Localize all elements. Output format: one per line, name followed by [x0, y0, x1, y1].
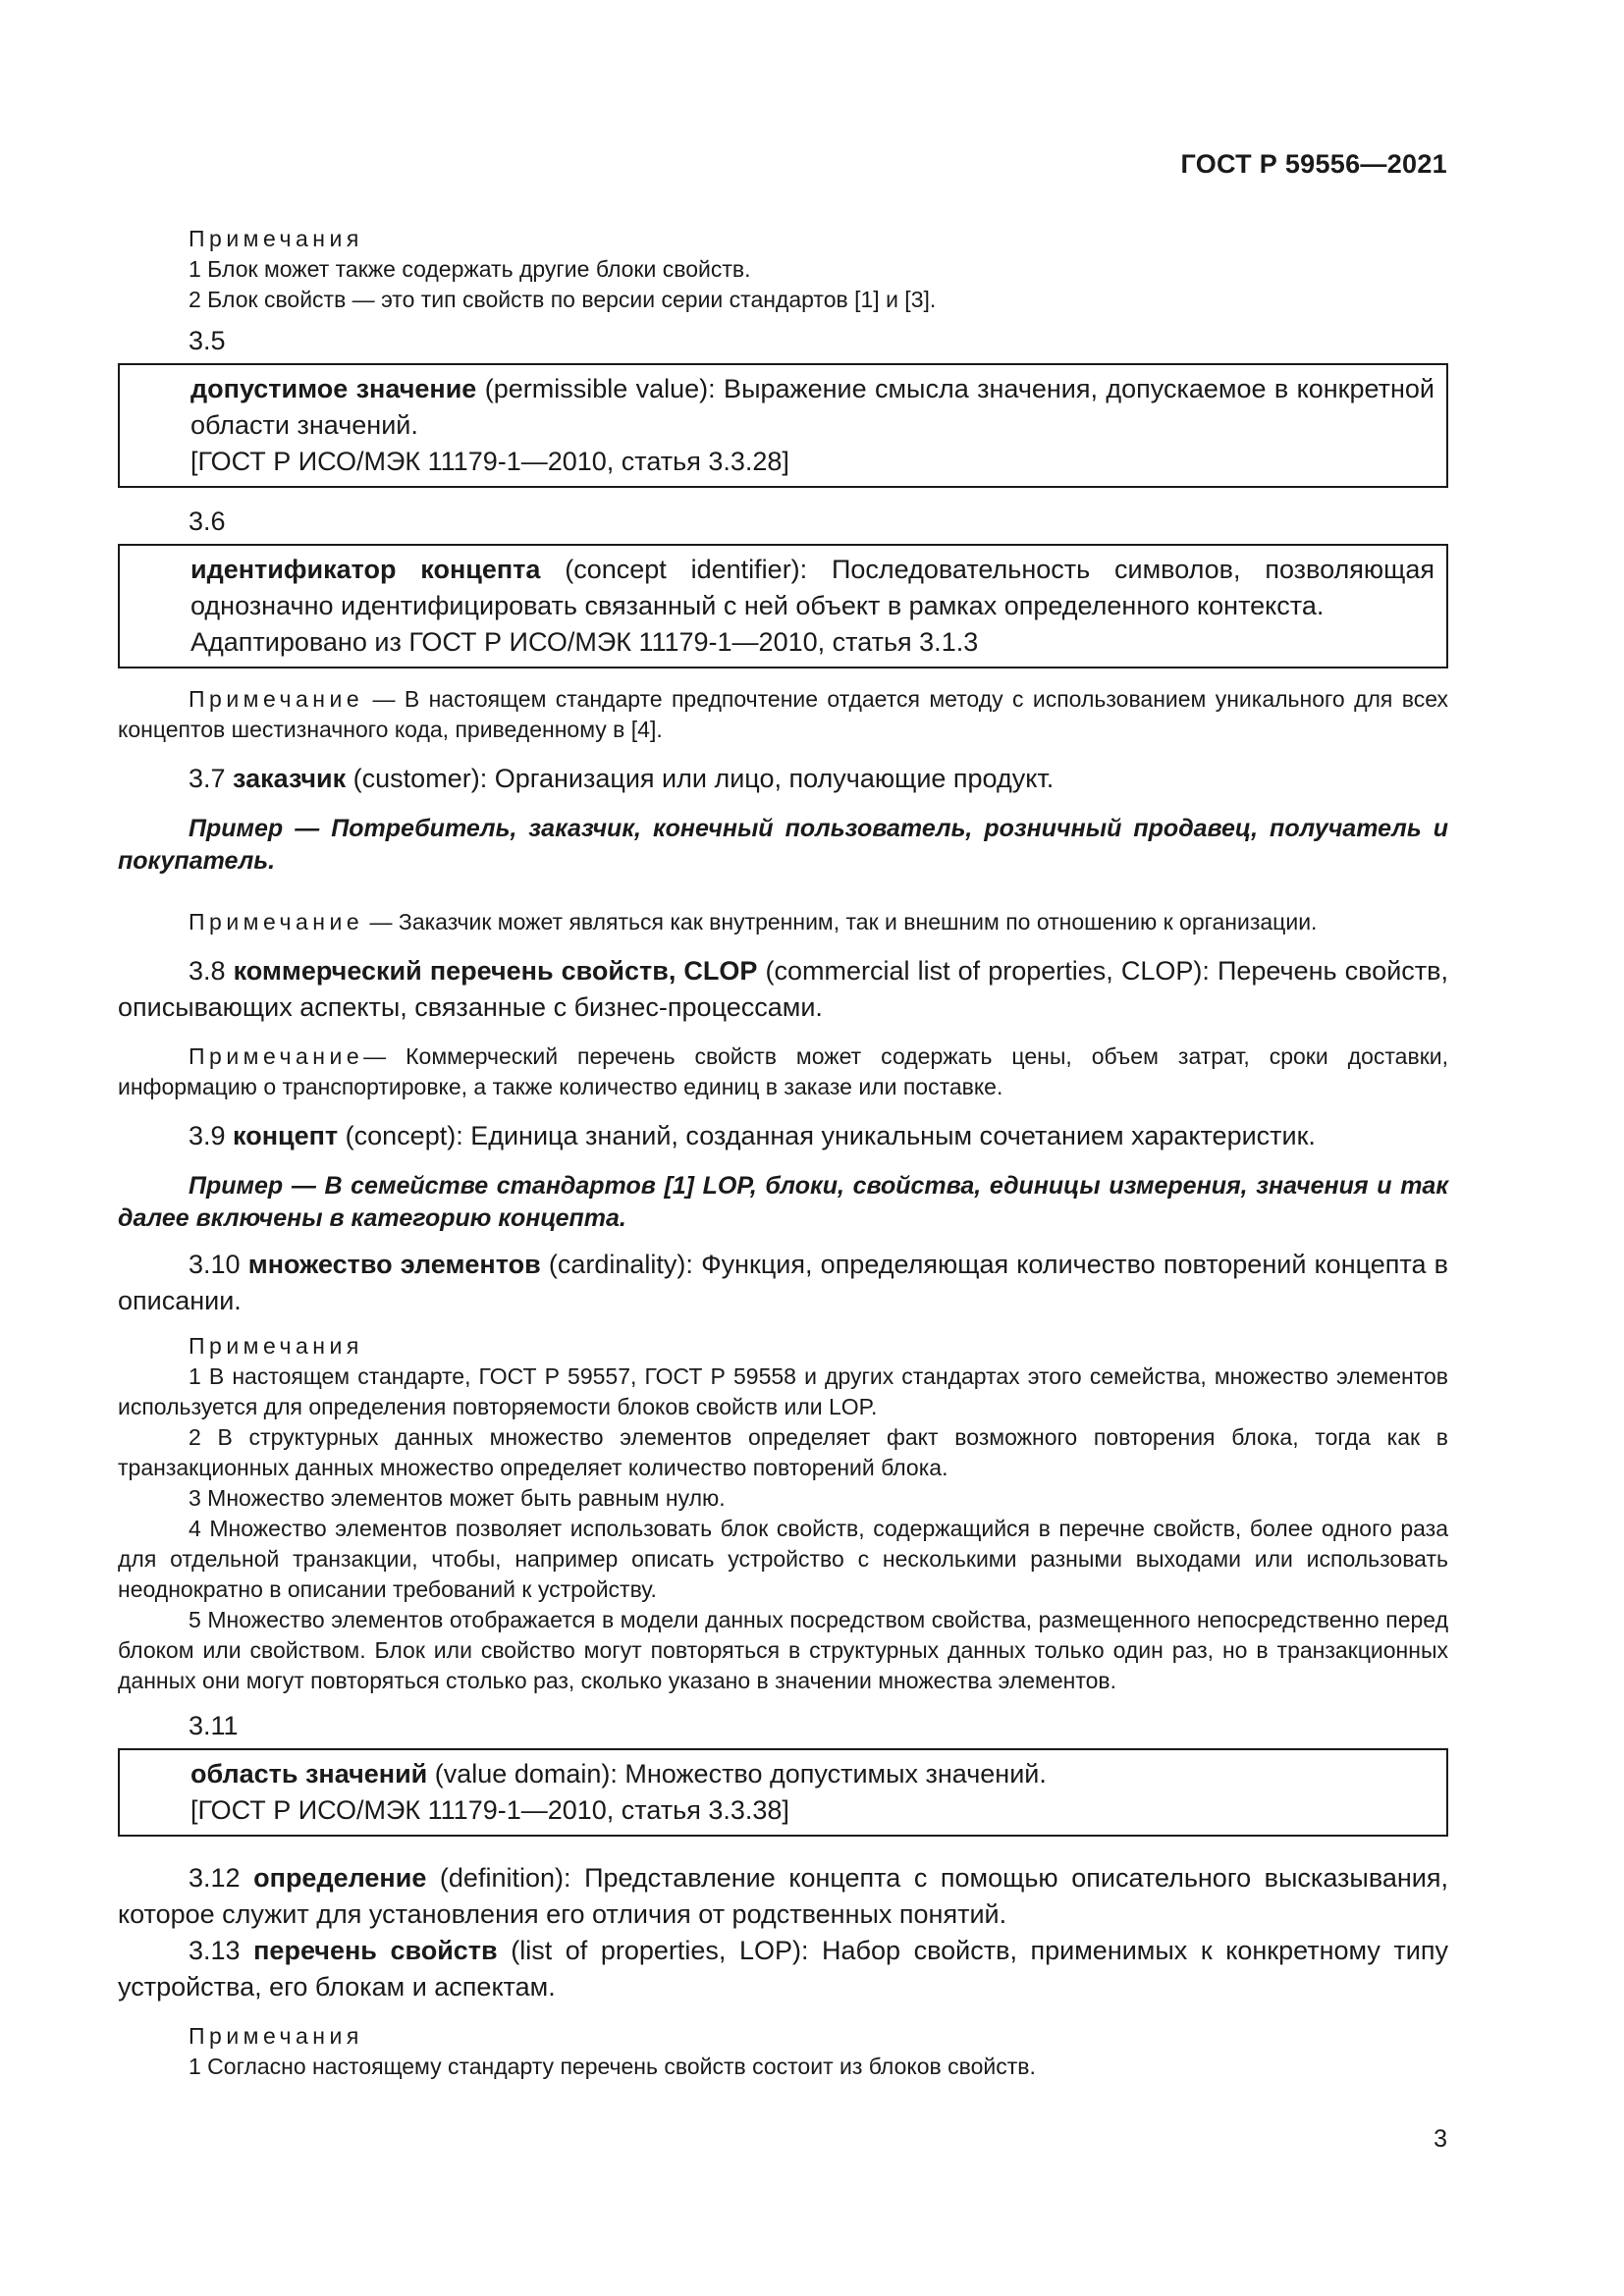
term-definition: (commercial list of properties, CLOP): Перечень свойств, описывающих аспекты, связанные с бизнес-процессами. [118, 956, 1448, 1022]
note-item: 1 В настоящем стандарте, ГОСТ Р 59557, ГОСТ Р 59558 и других стандартах этого семейства, множество элементов используется для определения повторяемости блоков свойств или LOP. [118, 1363, 1448, 1419]
term-box-3-6 [118, 544, 1448, 668]
note-text: — Коммерческий перечень свойств может содержать цены, объем затрат, сроки доставки, информацию о транспортировке, а также количество единиц в заказе или поставке. [118, 1043, 1448, 1099]
term-note-3-7 [118, 907, 1448, 937]
note-item: 4 Множество элементов позволяет использовать блок свойств, содержащийся в перечне свойств, более одного раза для отдельной транзакции, чтобы, например описать устройство с несколькими разными выходами или использовать неоднократно в описании требований к устройству. [118, 1516, 1448, 1602]
document-code-header: ГОСТ Р 59556—2021 [1180, 149, 1447, 179]
term-3-8 [118, 953, 1448, 1026]
term-number-3-11: 3.11 [189, 1711, 239, 1740]
term-definition: (customer): Организация или лицо, получающие продукт. [346, 764, 1055, 793]
term-definition: (value domain): Множество допустимых значений. [427, 1759, 1047, 1789]
term-name: область значений [190, 1759, 428, 1789]
note-label: Примечание [189, 1043, 364, 1069]
term-definition: (concept identifier): Последовательность символов, позволяющая однозначно идентифицировать связанный с ней объект в рамках определенного контекста. [190, 555, 1435, 620]
page-number: 3 [1434, 2125, 1447, 2153]
term-example-3-7: Пример — Потребитель, заказчик, конечный пользователь, розничный продавец, получатель и покупатель. [118, 815, 1448, 875]
term-source: [ГОСТ Р ИСО/МЭК 11179-1—2010, статья 3.3.38] [190, 1795, 789, 1825]
note-text: — В настоящем стандарте предпочтение отдается методу с использованием уникального для всех концептов шестизначного кода, приведенному в [4]. [118, 686, 1448, 742]
term-3-7 [118, 761, 1448, 797]
term-name: множество элементов [247, 1250, 541, 1279]
term-name: заказчик [233, 764, 347, 793]
term-number: 3.8 [189, 956, 234, 986]
term-name: допустимое значение [190, 374, 477, 403]
term-3-13 [118, 1933, 1448, 2005]
notes-label: Примечания [189, 226, 363, 251]
note-item: 3 Множество элементов может быть равным нулю. [189, 1485, 726, 1511]
term-number: 3.13 [189, 1936, 254, 1965]
term-name: определение [253, 1863, 427, 1893]
notes-label: Примечания [189, 2023, 363, 2049]
note-item: 1 Блок может также содержать другие блоки свойств. [189, 256, 751, 282]
notes-label: Примечания [189, 1333, 363, 1359]
document-content [118, 224, 1448, 2082]
note-item: 2 Блок свойств — это тип свойств по версии серии стандартов [1] и [3]. [189, 287, 937, 312]
note-text: — Заказчик может являться как внутренним, так и внешним по отношению к организации. [363, 909, 1318, 934]
note-label: Примечание [189, 909, 364, 934]
term-number: 3.12 [189, 1863, 254, 1893]
term-3-10 [118, 1247, 1448, 1319]
term-note-3-8 [118, 1041, 1448, 1102]
term-name: идентификатор концепта [190, 555, 541, 584]
term-example-3-9: Пример — В семействе стандартов [1] LOP, блоки, свойства, единицы измерения, значения и так далее включены в категорию концепта. [118, 1172, 1448, 1232]
term-number-3-5: 3.5 [189, 326, 226, 355]
term-box-3-5 [118, 363, 1448, 488]
term-number: 3.7 [189, 764, 234, 793]
term-box-3-11 [118, 1748, 1448, 1837]
term-3-12 [118, 1860, 1448, 1933]
term-definition: (cardinality): Функция, определяющая количество повторений концепта в описании. [118, 1250, 1449, 1315]
term-definition: (concept): Единица знаний, созданная уникальным сочетанием характеристик. [338, 1121, 1316, 1150]
term-definition: (list of properties, LOP): Набор свойств, применимых к конкретному типу устройства, его блокам и аспектам. [118, 1936, 1448, 2002]
term-name: перечень свойств [253, 1936, 498, 1965]
term-number-3-6: 3.6 [189, 507, 226, 536]
term-name: концепт [233, 1121, 339, 1150]
term-number: 3.9 [189, 1121, 234, 1150]
term-3-9 [118, 1118, 1448, 1154]
note-item: 1 Согласно настоящему стандарту перечень свойств состоит из блоков свойств. [189, 2054, 1036, 2079]
term-definition: (definition): Представление концепта с помощью описательного высказывания, которое служит для установления его отличия от родственных понятий. [118, 1863, 1448, 1929]
note-item: 5 Множество элементов отображается в модели данных посредством свойства, размещенного непосредственно перед блоком или свойством. Блок или свойство могут повторяться в структурных данных только один раз, но в транзакционных данных они могут повторяться столько раз, сколько указано в значении множества элементов. [118, 1607, 1448, 1693]
term-name: коммерческий перечень свойств, CLOP [233, 956, 758, 986]
term-source: [ГОСТ Р ИСО/МЭК 11179-1—2010, статья 3.3.28] [190, 447, 789, 476]
term-number: 3.10 [189, 1250, 248, 1279]
note-item: 2 В структурных данных множество элементов определяет факт возможного повторения блока, тогда как в транзакционных данных множество определяет количество повторений блока. [118, 1424, 1448, 1480]
term-note-3-6 [118, 684, 1448, 745]
term-source: Адаптировано из ГОСТ Р ИСО/МЭК 11179-1—2010, статья 3.1.3 [190, 627, 979, 657]
term-definition: (permissible value): Выражение смысла значения, допускаемое в конкретной области значений. [190, 374, 1435, 440]
note-label: Примечание [189, 686, 364, 712]
